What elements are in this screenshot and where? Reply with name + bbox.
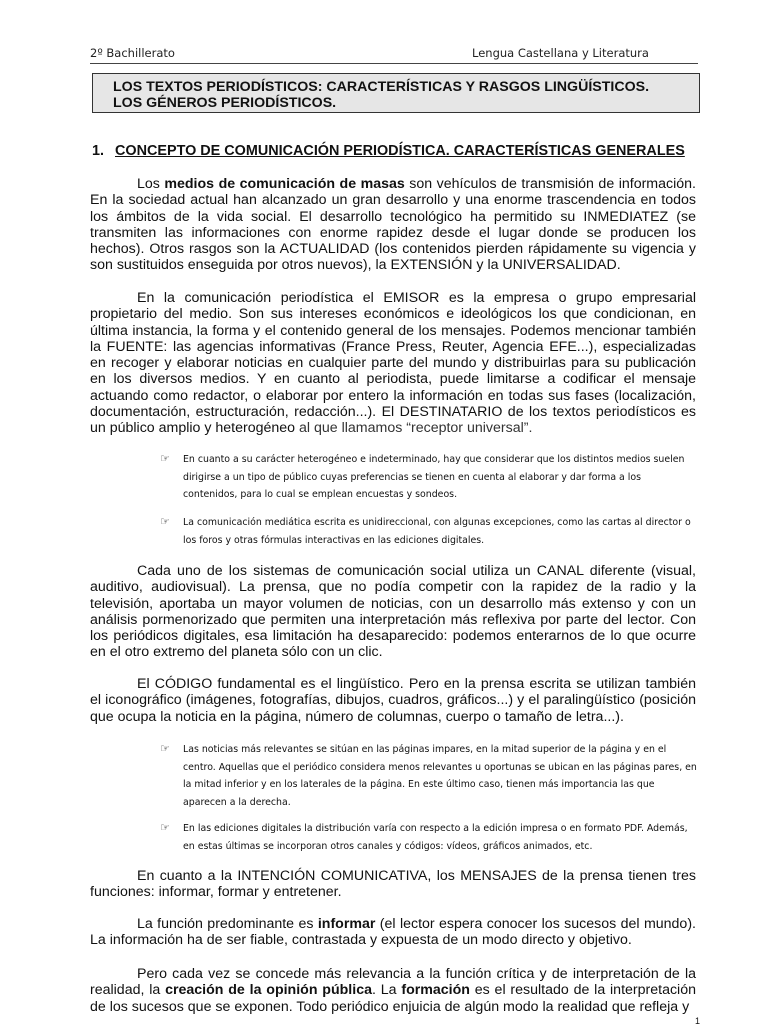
paragraph-4: El CÓDIGO fundamental es el lingüístico. Pero en la prensa escrita se utilizan también el iconográfico (imágenes, fotografías, dibujos, cuadros, gráficos...) y el paralingüístico (posición que ocupa la noticia en la página, número de columnas, cuerpo o tamaño de letra...). — [90, 676, 696, 725]
pointing-hand-icon: ☞ — [160, 821, 170, 834]
p6-bold: informar — [317, 916, 376, 932]
header-course: 2º Bachillerato — [90, 46, 175, 60]
pointing-hand-icon: ☞ — [160, 452, 170, 465]
section-heading — [92, 143, 685, 159]
p1-lead: Los — [137, 176, 165, 192]
p6-lead: La función predominante es — [137, 916, 318, 932]
pointing-hand-icon: ☞ — [160, 515, 170, 528]
section-title: CONCEPTO DE COMUNICACIÓN PERIODÍSTICA. CARACTERÍSTICAS GENERALES — [115, 143, 685, 159]
paragraph-2 — [90, 290, 696, 437]
p2-tail: al que llamamos “receptor universal”. — [295, 420, 533, 437]
section-number: 1. — [92, 143, 105, 159]
p7-bold2: formación — [401, 982, 470, 999]
p7-a: Pero cada vez se concede más relevancia a la función crítica y de interpretación de la realidad, la — [90, 966, 696, 999]
bullet-item — [160, 514, 697, 549]
paragraph-1 — [90, 176, 696, 274]
title-line-2: LOS GÉNEROS PERIODÍSTICOS. — [113, 95, 337, 111]
p7-c: es el resultado de la interpretación de los sucesos que se exponen. Todo periódico enjuicia de algún modo la realidad que refleja y — [90, 982, 696, 1015]
title-line-1: LOS TEXTOS PERIODÍSTICOS: CARACTERÍSTICAS Y RASGOS LINGÜÍSTICOS. — [113, 79, 650, 95]
p1-rest: son vehículos de transmisión de información. En la sociedad actual han alcanzado un gran desarrollo y una enorme trascendencia en todos los ámbitos de la vida social. El desarrollo tecnológico ha permitido su INMEDIATEZ (se transmiten las informaciones con enorme rapidez desde el lugar donde se producen los hechos). Otros rasgos son la ACTUALIDAD (los contenidos pierden rápidamente su vigencia y son sustituidos enseguida por otros nuevos), la EXTENSIÓN y la UNIVERSALIDAD. — [90, 176, 696, 274]
p7-b: . La — [371, 982, 402, 999]
p2-main: En la comunicación periodística el EMISOR es la empresa o grupo empresarial propietario del medio. Son sus intereses económicos e ideológicos los que condicionan, en última instancia, la forma y el contenido general de los mensajes. Podemos mencionar también la FUENTE: las agencias informativas (France Press, Reuter, Agencia EFE...), especializadas en recoger y elaborar noticias en cualquier parte del mundo y distribuirlas para su publicación en los diversos medios. Y en cuanto al periodista, puede limitarse a codificar el mensaje actuando como redactor, o elaborar por entero la información en todas sus fases (localización, documentación, estructuración, redacción...). El DESTINATARIO de los textos periodísticos es un público amplio y heterogéneo — [90, 290, 696, 437]
title-box — [92, 73, 700, 113]
pointing-hand-icon: ☞ — [160, 742, 170, 755]
p1-bold: medios de comunicación de masas — [164, 176, 405, 192]
p6-rest: (el lector espera conocer los sucesos del mundo). La información ha de ser fiable, contrastada y expuesta de un modo directo y objetivo. — [90, 916, 696, 949]
header-subject: Lengua Castellana y Literatura — [472, 46, 649, 60]
bullet-item — [160, 741, 697, 811]
paragraph-5: En cuanto a la INTENCIÓN COMUNICATIVA, los MENSAJES de la prensa tienen tres funciones: informar, formar y entretener. — [90, 868, 696, 901]
bullet-item — [160, 820, 697, 855]
bullet-text: La comunicación mediática escrita es unidireccional, con algunas excepciones, como las cartas al director o los foros y otras fórmulas interactivas en las ediciones digitales. — [183, 517, 691, 546]
bullet-text: En las ediciones digitales la distribución varía con respecto a la edición impresa o en formato PDF. Además, en estas últimas se incorporan otros canales y códigos: vídeos, gráficos animados, etc. — [183, 823, 688, 852]
p7-bold1: creación de la opinión pública — [165, 982, 372, 999]
paragraph-7 — [90, 966, 696, 1015]
bullet-item — [160, 451, 697, 504]
bullet-text: Las noticias más relevantes se sitúan en las páginas impares, en la mitad superior de la página y en el centro. Aquellas que el periódico considera menos relevantes u oportunas se ubican en las páginas pares, en la mitad inferior y en los laterales de la página. En este último caso, tienen más importancia las que aparecen a la derecha. — [183, 744, 697, 808]
bullet-text: En cuanto a su carácter heterogéneo e indeterminado, hay que considerar que los distintos medios suelen dirigirse a un tipo de público cuyas preferencias se tienen en cuenta al elaborar y dar forma a los contenidos, para lo cual se emplean encuestas y sondeos. — [183, 454, 685, 500]
page-number: 1 — [694, 1016, 700, 1026]
header-divider — [90, 63, 698, 64]
paragraph-6 — [90, 916, 696, 949]
paragraph-3: Cada uno de los sistemas de comunicación social utiliza un CANAL diferente (visual, auditivo, audiovisual). La prensa, que no podía competir con la rapidez de la radio y la televisión, aportaba un mayor volumen de noticias, con un desarrollo más extenso y con un análisis pormenorizado que permiten una interpretación más reflexiva por parte del lector. Con los periódicos digitales, esa limitación ha desaparecido: podemos enterarnos de lo que ocurre en el otro extremo del planeta sólo con un clic. — [90, 563, 696, 661]
